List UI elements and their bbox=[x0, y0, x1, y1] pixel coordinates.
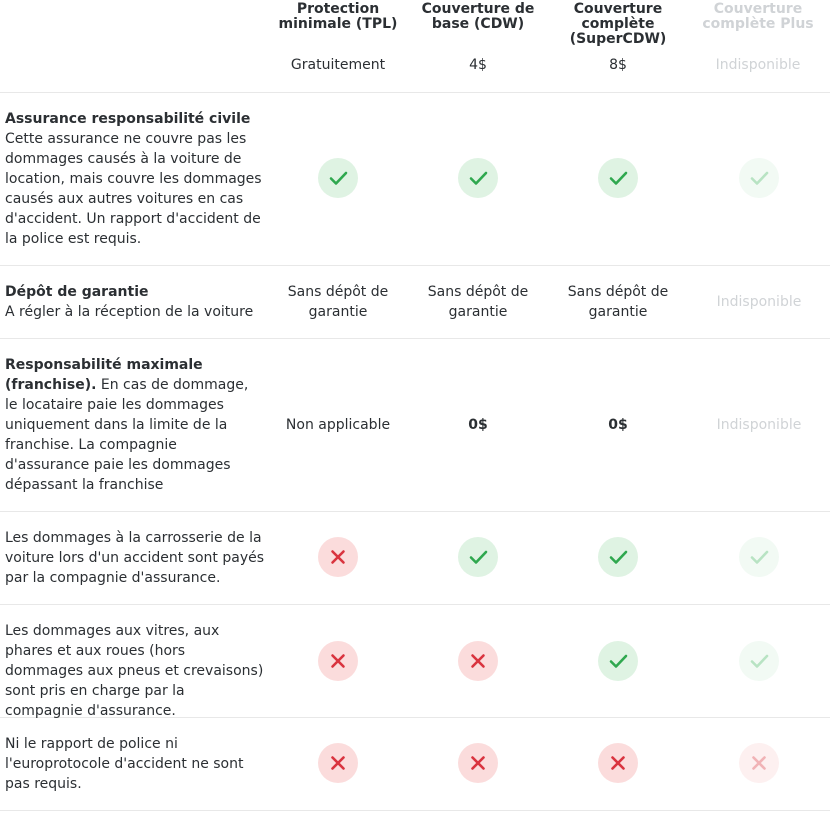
row-title: Responsabilité maximale (franchise). bbox=[5, 357, 203, 393]
row-description bbox=[5, 282, 265, 322]
row-text: En cas de dommage, le locataire paie les dommages uniquement dans la limite de la franchise. La compagnie d'assurance paie les dommages dépassant la franchise bbox=[5, 377, 249, 493]
row-description bbox=[5, 109, 265, 249]
row-text: Ni le rapport de police ni l'europrotocole d'accident ne sont pas requis. bbox=[5, 736, 244, 792]
table-row bbox=[0, 718, 830, 811]
cell-value-unavailable: Indisponible bbox=[716, 294, 802, 310]
row-text: Les dommages à la carrosserie de la voiture lors d'un accident sont payés par la compagnie d'assurance. bbox=[5, 530, 265, 586]
row-title: Assurance responsabilité civile bbox=[5, 111, 251, 127]
cell-value: Non applicable bbox=[285, 417, 391, 433]
check-icon bbox=[598, 537, 638, 577]
cell-value: 0$ bbox=[468, 417, 488, 433]
check-icon bbox=[739, 158, 779, 198]
row-description bbox=[5, 528, 265, 588]
table-row bbox=[0, 93, 830, 266]
check-icon bbox=[458, 158, 498, 198]
row-description bbox=[5, 355, 265, 495]
column-price-complete-plus: Indisponible bbox=[715, 57, 801, 73]
row-description bbox=[5, 734, 265, 794]
column-title-tpl: Protection minimale (TPL) bbox=[278, 1, 398, 32]
column-title-cdw: Couverture de base (CDW) bbox=[421, 1, 535, 32]
row-title: Dépôt de garantie bbox=[5, 284, 149, 300]
cross-icon bbox=[318, 641, 358, 681]
cell-value-unavailable: Indisponible bbox=[716, 417, 802, 433]
cell-value: Sans dépôt de garantie bbox=[287, 284, 389, 320]
cross-icon bbox=[318, 537, 358, 577]
cross-icon bbox=[598, 743, 638, 783]
row-description bbox=[5, 621, 265, 721]
row-text: A régler à la réception de la voiture bbox=[5, 304, 254, 320]
cell-value: 0$ bbox=[608, 417, 628, 433]
column-title-complete-plus: Couverture complète Plus bbox=[702, 1, 814, 32]
check-icon bbox=[739, 537, 779, 577]
cross-icon bbox=[458, 641, 498, 681]
table-row bbox=[0, 605, 830, 718]
cell-value: Sans dépôt de garantie bbox=[567, 284, 669, 320]
row-text: Les dommages aux vitres, aux phares et aux roues (hors dommages aux pneus et crevaisons) sont pris en charge par la compagnie d'assurance. bbox=[5, 623, 264, 719]
check-icon bbox=[598, 158, 638, 198]
table-row bbox=[0, 339, 830, 512]
table-row bbox=[0, 266, 830, 339]
column-price-cdw: 4$ bbox=[469, 57, 487, 73]
check-icon bbox=[458, 537, 498, 577]
table-row bbox=[0, 512, 830, 605]
check-icon bbox=[598, 641, 638, 681]
cross-icon bbox=[318, 743, 358, 783]
check-icon bbox=[318, 158, 358, 198]
cell-value: Sans dépôt de garantie bbox=[427, 284, 529, 320]
cross-icon bbox=[739, 743, 779, 783]
column-title-supercdw: Couverture complète (SuperCDW) bbox=[569, 1, 667, 47]
column-price-supercdw: 8$ bbox=[609, 57, 627, 73]
table-header bbox=[0, 0, 830, 93]
column-price-tpl: Gratuitement bbox=[290, 57, 386, 73]
check-icon bbox=[739, 641, 779, 681]
row-text: Cette assurance ne couvre pas les dommages causés à la voiture de location, mais couvre les dommages causés aux autres voitures en cas d'accident. Un rapport d'accident de la police est requis. bbox=[5, 131, 262, 247]
cross-icon bbox=[458, 743, 498, 783]
